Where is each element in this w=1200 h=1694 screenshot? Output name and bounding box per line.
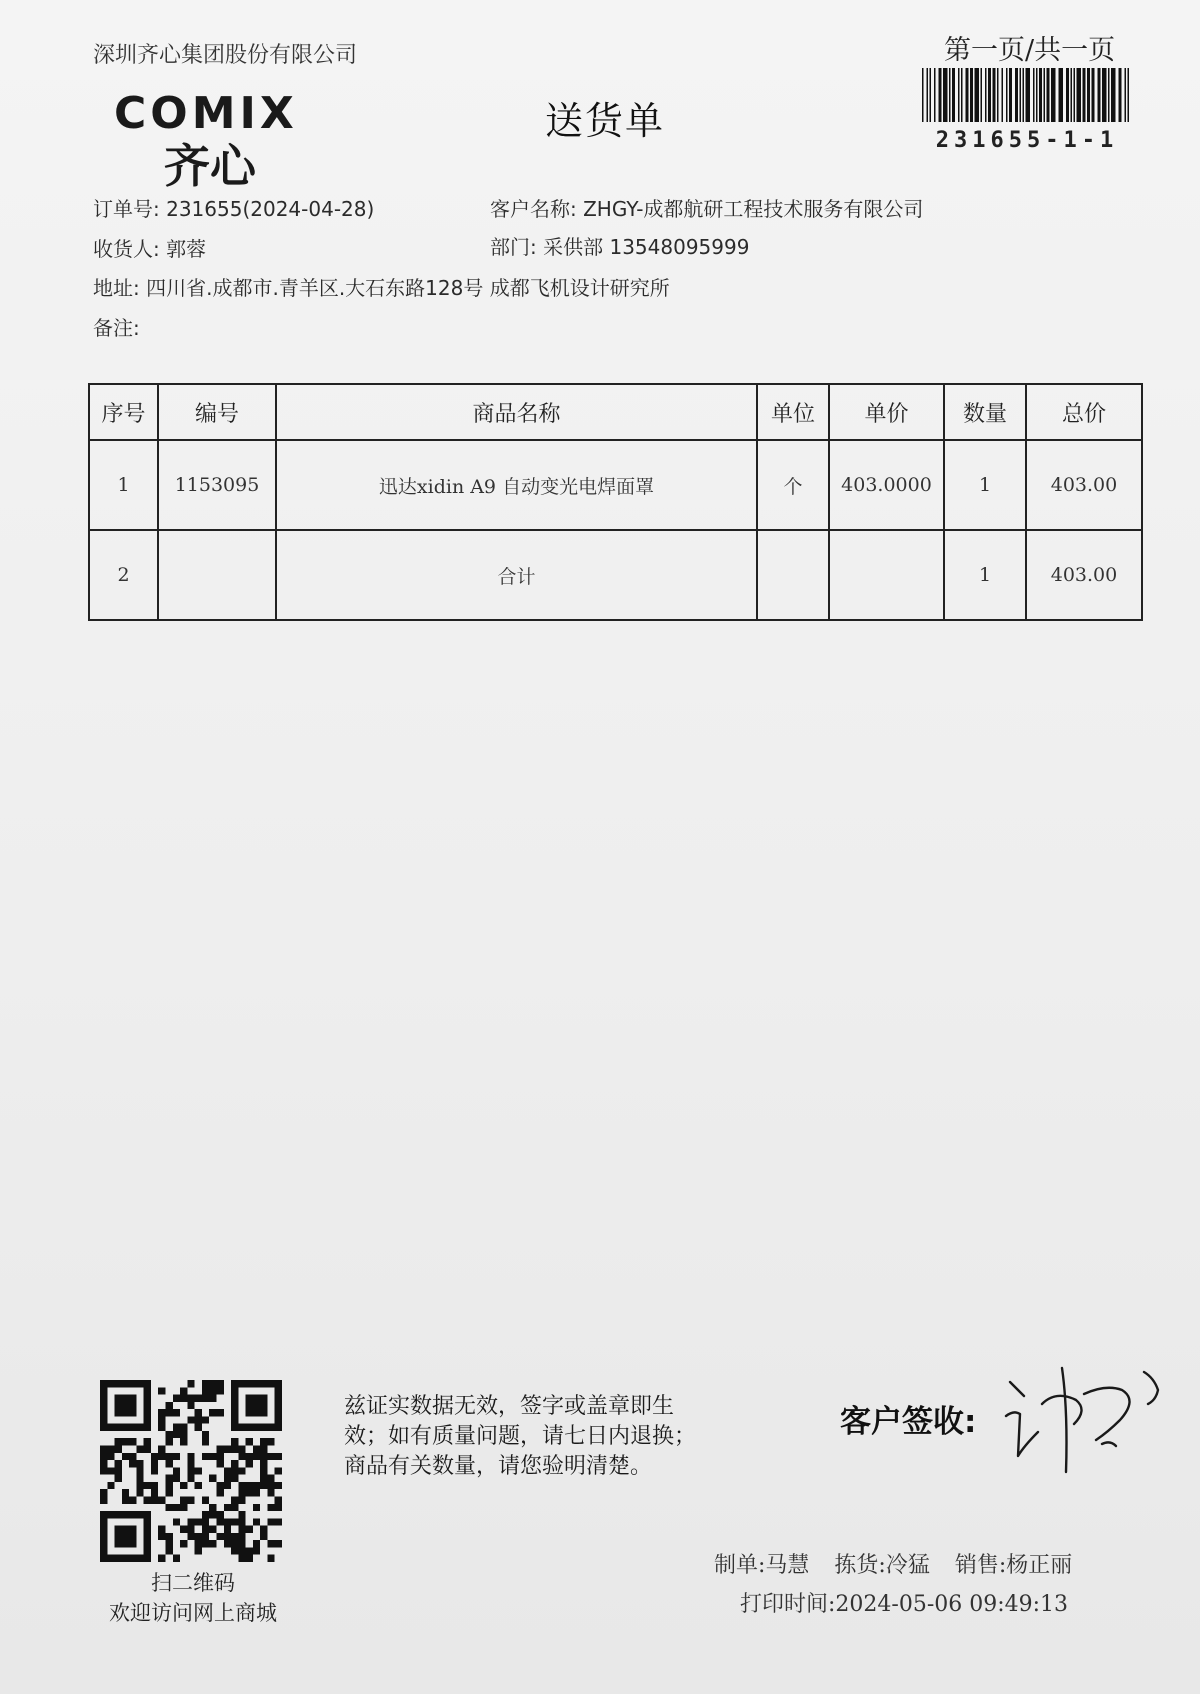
cell-price: 403.0000 [829,440,944,530]
cell-code [158,530,276,620]
staff-line [714,1548,1090,1579]
maker: 制单:马慧 [714,1553,810,1578]
header-seq: 序号 [89,384,158,440]
header-code: 编号 [158,384,276,440]
document-title: 送货单 [545,99,666,143]
cell-seq: 2 [89,530,158,620]
cell-price [829,530,944,620]
cell-total: 403.00 [1026,440,1142,530]
order-value: 231655(2024-04-28) [166,197,375,221]
comix-logo [110,90,340,190]
receiver [93,233,206,262]
notice-line3: 商品有关数量，请您验明清楚。 [344,1454,653,1479]
dept-value: 采供部 13548095999 [543,235,750,259]
header-total: 总价 [1026,384,1142,440]
company-name: 深圳齐心集团股份有限公司 [93,43,358,68]
cell-qty: 1 [944,530,1026,620]
header-qty: 数量 [944,384,1026,440]
cell-name: 迅达xidin A9 自动变光电焊面罩 [276,440,757,530]
address-label: 地址: [93,276,140,300]
svg-text:COMIX: COMIX [114,90,298,139]
receiver-value: 郭蓉 [166,237,207,261]
cell-name: 合计 [276,530,757,620]
customer-name [490,193,923,222]
remarks [93,312,140,341]
table-row [89,530,1142,620]
seller: 销售:杨正丽 [954,1553,1073,1578]
handwritten-signature [998,1360,1168,1480]
header-unit: 单位 [757,384,829,440]
qr-caption-line1: 扫二维码 [151,1571,235,1595]
cell-unit: 个 [757,440,829,530]
customer-value: ZHGY-成都航研工程技术服务有限公司 [583,197,924,221]
remarks-label: 备注: [93,316,140,340]
receiver-label: 收货人: [93,237,160,261]
items-table [88,383,1143,621]
dept-label: 部门: [490,235,537,259]
picker: 拣货:冷猛 [834,1553,930,1578]
svg-text:齐心: 齐心 [164,139,256,190]
address [93,272,670,301]
print-time: 打印时间:2024-05-06 09:49:13 [740,1592,1069,1617]
cell-seq: 1 [89,440,158,530]
customer-sign-label: 客户签收: [840,1404,977,1440]
notice-line2: 效；如有质量问题，请七日内退换； [344,1424,697,1449]
customer-label: 客户名称: [490,197,577,221]
address-value: 四川省.成都市.青羊区.大石东路128号 成都飞机设计研究所 [146,276,670,300]
notice-line1: 兹证实数据无效，签字或盖章即生 [344,1394,675,1419]
table-header-row [89,384,1142,440]
barcode-number: 231655-1-1 [935,128,1119,153]
cell-unit [757,530,829,620]
order-number [93,193,374,222]
cell-total: 403.00 [1026,530,1142,620]
page-indicator: 第一页/共一页 [944,35,1116,66]
header-name: 商品名称 [276,384,757,440]
qr-code [100,1380,282,1562]
cell-qty: 1 [944,440,1026,530]
order-label: 订单号: [93,197,160,221]
notice-text [344,1392,696,1482]
department [490,231,749,260]
table-row [89,440,1142,530]
cell-code: 1153095 [158,440,276,530]
header-price: 单价 [829,384,944,440]
qr-caption [84,1568,302,1628]
barcode [920,68,1134,122]
qr-caption-line2: 欢迎访问网上商城 [109,1601,277,1625]
